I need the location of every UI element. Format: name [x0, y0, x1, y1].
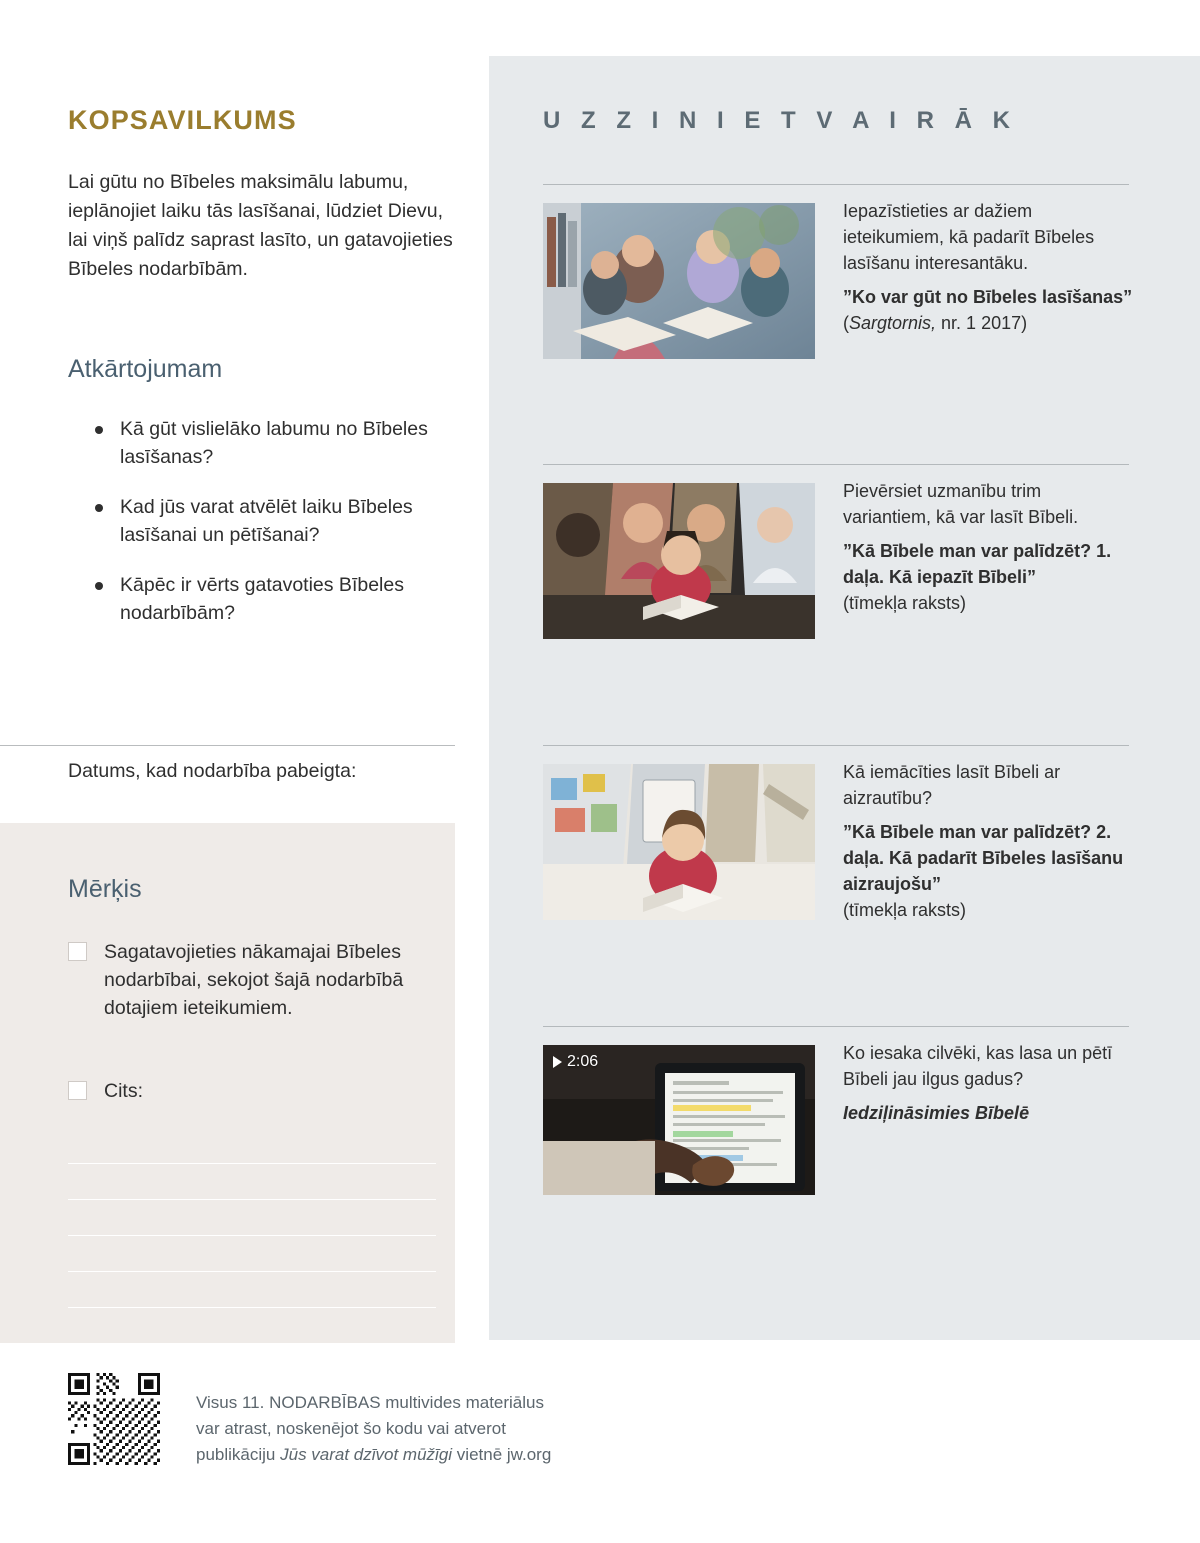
- writing-line[interactable]: [68, 1128, 436, 1164]
- article-text-1: [843, 198, 1133, 336]
- divider: [543, 464, 1129, 465]
- video-title: [843, 1100, 1133, 1126]
- checkbox-icon[interactable]: [68, 1081, 87, 1100]
- article-text-4: [843, 1040, 1133, 1126]
- goal-checkbox-item-2[interactable]: [68, 1077, 438, 1105]
- review-heading: Atkārtojumam: [68, 355, 223, 383]
- article-lead: Ko iesaka cilvēki, kas lasa un pētī Bībeli jau ilgus gadus?: [843, 1043, 1113, 1089]
- footer-line-3-suffix: vietnē jw.org: [452, 1445, 552, 1464]
- summary-paragraph: Lai gūtu no Bībeles maksimālu labumu, ieplānojiet laiku tās lasīšanai, lūdziet Dievu, lai viņš palīdz saprast lasīto, un gatavojieties Bībeles nodarbībām.: [68, 171, 453, 280]
- article-source: (tīmekļa raksts): [843, 593, 967, 613]
- article-thumbnail-girl-reading[interactable]: [543, 764, 815, 920]
- qr-code[interactable]: [68, 1373, 160, 1465]
- footer-line-3-prefix: publikāciju: [196, 1445, 281, 1464]
- article-text-3: [843, 759, 1133, 923]
- writing-line[interactable]: [68, 1236, 436, 1272]
- goal-checkbox-item-1[interactable]: [68, 938, 438, 1022]
- article-title: ”Kā Bībele man var palīdzēt? 1. daļa. Kā iepazīt Bībeli”: [843, 541, 1112, 587]
- video-duration: 2:06: [567, 1053, 599, 1070]
- footer-line-1: Visus 11. NODARBĪBAS multivides materiālus: [196, 1393, 544, 1412]
- checkbox-icon[interactable]: [68, 942, 87, 961]
- review-question-list: [68, 415, 468, 649]
- divider: [543, 184, 1129, 185]
- group-bible-study-photo: [543, 203, 815, 359]
- article-lead: Pievērsiet uzmanību trim variantiem, kā var lasīt Bībeli.: [843, 481, 1079, 527]
- video-duration-badge: [553, 1053, 598, 1071]
- writing-line[interactable]: [68, 1272, 436, 1308]
- summary-column: [0, 0, 489, 1343]
- goal-item-label: Cits:: [104, 1080, 143, 1102]
- divider: [543, 745, 1129, 746]
- writing-lines[interactable]: [68, 1128, 436, 1344]
- article-source: (tīmekļa raksts): [843, 900, 967, 920]
- source-paren-open: (: [843, 313, 849, 333]
- goal-heading: Mērķis: [68, 875, 142, 903]
- article-title: ”Kā Bībele man var palīdzēt? 2. daļa. Kā padarīt Bībeles lasīšanu aizraujošu”: [843, 822, 1124, 894]
- footer-line-2: var atrast, noskenējot šo kodu vai atverot: [196, 1419, 506, 1438]
- writing-line[interactable]: [68, 1164, 436, 1200]
- divider: [543, 1026, 1129, 1027]
- goal-item-label: Sagatavojieties nākamajai Bībeles nodarbībai, sekojot šajā nodarbībā dotajiem ieteikumiem.: [104, 941, 404, 1019]
- source-publication: Sargtornis,: [849, 313, 937, 333]
- article-thumbnail-group-study[interactable]: [543, 203, 815, 359]
- video-title-italic: Iedziļināsimies Bībelē: [843, 1103, 1030, 1123]
- article-text-2: [843, 478, 1133, 616]
- writing-line[interactable]: [68, 1200, 436, 1236]
- learn-more-heading: U Z Z I N I E T V A I R Ā K: [543, 107, 1017, 134]
- source-issue: nr. 1 2017): [936, 313, 1028, 333]
- footer-publication-title: Jūs varat dzīvot mūžīgi: [280, 1445, 453, 1464]
- page-title: KOPSAVILKUMS: [68, 105, 297, 135]
- article-lead: Kā iemācīties lasīt Bībeli ar aizrautību?: [843, 762, 1061, 808]
- writing-line[interactable]: [68, 1308, 436, 1344]
- boy-reading-bible-photo: [543, 483, 815, 639]
- play-icon: [553, 1056, 562, 1068]
- video-thumbnail-tablet[interactable]: [543, 1045, 815, 1195]
- girl-reading-bible-photo: [543, 764, 815, 920]
- completion-date-label: Datums, kad nodarbība pabeigta:: [68, 760, 357, 782]
- article-lead: Iepazīstieties ar dažiem ieteikumiem, kā padarīt Bībeles lasīšanu interesantāku.: [843, 201, 1095, 273]
- list-item: Kāpēc ir vērts gatavoties Bībeles nodarbībām?: [68, 571, 468, 627]
- divider: [0, 745, 455, 746]
- article-thumbnail-boy-reading[interactable]: [543, 483, 815, 639]
- footer-note: [196, 1390, 716, 1468]
- list-item: Kā gūt vislielāko labumu no Bībeles lasīšanas?: [68, 415, 468, 471]
- article-source: [843, 310, 1133, 336]
- article-title: ”Ko var gūt no Bībeles lasīšanas”: [843, 287, 1133, 307]
- list-item: Kad jūs varat atvēlēt laiku Bībeles lasīšanai un pētīšanai?: [68, 493, 468, 549]
